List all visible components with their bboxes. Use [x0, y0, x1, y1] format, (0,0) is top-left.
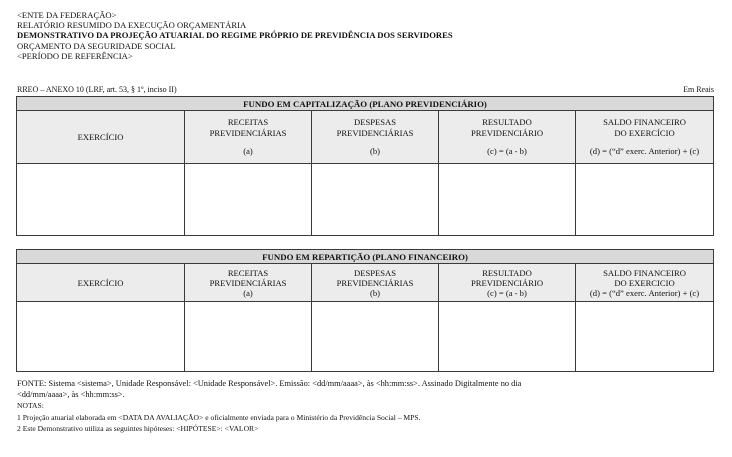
- col-saldo: [576, 264, 714, 302]
- col-resultado-line1: RESULTADO: [482, 267, 532, 278]
- notas-label: NOTAS:: [17, 401, 44, 411]
- col-resultado-line2: PREVIDENCIÁRIO: [470, 128, 544, 139]
- col-receitas-line1: RECEITAS: [227, 116, 269, 127]
- cell-saldo: [576, 302, 714, 372]
- orcamento-label: ORÇAMENTO DA SEGURIDADE SOCIAL: [17, 40, 176, 51]
- cell-receitas: [185, 302, 312, 372]
- col-receitas-line3: (a): [243, 287, 253, 298]
- col-receitas-line2: PREVIDENCIÁRIAS: [209, 128, 287, 139]
- table-title: FUNDO EM CAPITALIZAÇÃO (PLANO PREVIDENCIÁRIO): [17, 97, 714, 111]
- col-despesas-line2: PREVIDENCIÁRIAS: [336, 277, 414, 288]
- col-saldo-line1: SALDO FINANCEIRO: [603, 267, 686, 278]
- col-receitas-line2: PREVIDENCIÁRIAS: [209, 277, 287, 288]
- col-receitas-line3: (a): [243, 145, 253, 156]
- cell-despesas: [312, 164, 439, 236]
- annex-row: [17, 85, 714, 95]
- col-saldo-line3: (d) = (“d” exerc. Anterior) + (c): [589, 287, 700, 298]
- col-resultado: [439, 111, 576, 164]
- col-despesas-line3: (b): [369, 145, 381, 156]
- reparticao-table: [16, 249, 714, 372]
- annex-label: RREO – ANEXO 10 (LRF, art. 53, § 1º, inciso II): [17, 85, 177, 94]
- col-resultado: [439, 264, 576, 302]
- table-title: FUNDO EM REPARTIÇÃO (PLANO FINANCEIRO): [17, 250, 714, 264]
- nota-1: 1 Projeção atuarial elaborada em <DATA DA AVALIAÇÃO> e oficialmente enviada para o Ministério da Previdência Social – MPS.: [17, 412, 421, 422]
- cell-exercicio: [17, 302, 185, 372]
- fonte-line2: <dd/mm/aaaa>, às <hh:mm:ss>.: [17, 390, 125, 400]
- col-despesas: [312, 111, 439, 164]
- cell-exercicio: [17, 164, 185, 236]
- col-receitas: [185, 111, 312, 164]
- fonte-line1: FONTE: Sistema <sistema>, Unidade Responsável: <Unidade Responsável>. Emissão: <dd/mm/aaaa>, às <hh:mm:ss>. Assinado Digitalmente no dia: [17, 379, 522, 388]
- ente-federacao: <ENTE DA FEDERAÇÃO>: [17, 10, 117, 20]
- col-resultado-line1: RESULTADO: [482, 116, 532, 127]
- report-name: RELATÓRIO RESUMIDO DA EXECUÇÃO ORÇAMENTÁRIA: [17, 20, 247, 31]
- demonstrativo-title: DEMONSTRATIVO DA PROJEÇÃO ATUARIAL DO REGIME PRÓPRIO DE PREVIDÊNCIA DOS SERVIDORES: [17, 30, 453, 41]
- col-saldo-line3: (d) = (“d” exerc. Anterior) + (c): [589, 145, 700, 156]
- cell-receitas: [185, 164, 312, 236]
- col-despesas-line3: (b): [369, 287, 381, 298]
- col-exercicio: EXERCÍCIO: [17, 111, 185, 164]
- col-resultado-line2: PREVIDENCIÁRIO: [470, 277, 544, 288]
- cell-despesas: [312, 302, 439, 372]
- report-footer: [17, 378, 727, 434]
- col-saldo: [576, 111, 714, 164]
- col-saldo-line2: DO EXERCÍCIO: [614, 128, 675, 139]
- col-resultado-line3: (c) = (a - b): [487, 145, 527, 156]
- nota-2: 2 Este Demonstrativo utiliza as seguintes hipóteses: <HIPÓTESE>: <VALOR>: [17, 423, 259, 433]
- cell-saldo: [576, 164, 714, 236]
- cell-resultado: [439, 302, 576, 372]
- col-saldo-line2: DO EXERCICIO: [614, 277, 675, 288]
- col-despesas-line1: DESPESAS: [353, 116, 397, 127]
- cell-resultado: [439, 164, 576, 236]
- report-header: [17, 10, 453, 61]
- col-receitas: [185, 264, 312, 302]
- periodo-referencia: <PERÍODO DE REFERÊNCIA>: [17, 50, 133, 61]
- col-saldo-line1: SALDO FINANCEIRO: [603, 116, 686, 127]
- col-resultado-line3: (c) = (a - b): [487, 287, 527, 298]
- capitalizacao-table: [16, 96, 714, 236]
- currency-label: Em Reais: [683, 85, 714, 94]
- col-despesas: [312, 264, 439, 302]
- col-receitas-line1: RECEITAS: [227, 267, 269, 278]
- col-exercicio: EXERCÍCIO: [17, 264, 185, 302]
- col-despesas-line2: PREVIDENCIÁRIAS: [336, 128, 414, 139]
- col-despesas-line1: DESPESAS: [353, 267, 397, 278]
